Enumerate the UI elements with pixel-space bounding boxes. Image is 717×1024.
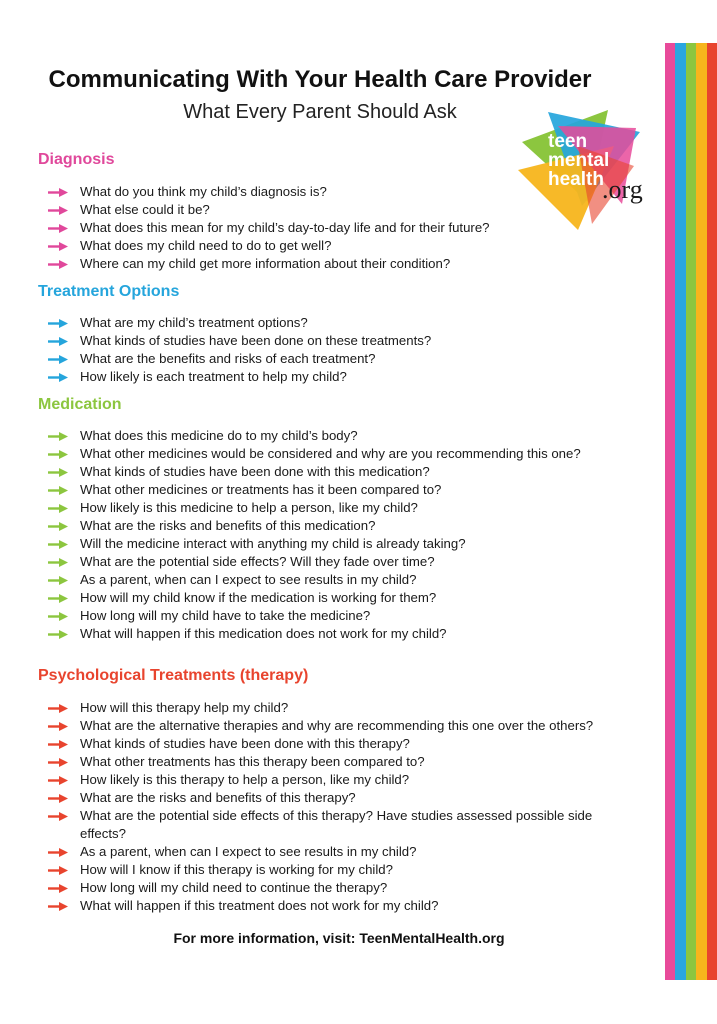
question-text: What does my child need to do to get well? bbox=[80, 238, 332, 253]
section-title-diagnosis: Diagnosis bbox=[38, 151, 115, 168]
question-text: What are the risks and benefits of this medication? bbox=[80, 518, 376, 533]
arrow-right-icon bbox=[48, 902, 68, 911]
question-item bbox=[38, 607, 638, 625]
question-text: What are the potential side effects of this therapy? Have studies assessed possible side effects? bbox=[80, 808, 593, 841]
arrow-right-icon bbox=[48, 355, 68, 364]
question-text: What other treatments has this therapy been compared to? bbox=[80, 754, 425, 769]
arrow-right-icon bbox=[48, 540, 68, 549]
question-text: What else could it be? bbox=[80, 202, 210, 217]
stripe bbox=[686, 43, 696, 980]
question-list-treatment-options bbox=[38, 314, 638, 386]
arrow-right-icon bbox=[48, 722, 68, 731]
arrow-right-icon bbox=[48, 224, 68, 233]
arrow-right-icon bbox=[48, 776, 68, 785]
question-text: How will I know if this therapy is working for my child? bbox=[80, 862, 393, 877]
question-text: What will happen if this treatment does not work for my child? bbox=[80, 898, 439, 913]
arrow-right-icon bbox=[48, 812, 68, 821]
question-item bbox=[38, 481, 638, 499]
arrow-right-icon bbox=[48, 522, 68, 531]
question-item bbox=[38, 897, 638, 915]
arrow-right-icon bbox=[48, 188, 68, 197]
question-item bbox=[38, 183, 638, 201]
arrow-right-icon bbox=[48, 630, 68, 639]
arrow-right-icon bbox=[48, 884, 68, 893]
question-item bbox=[38, 255, 638, 273]
section-title-treatment-options: Treatment Options bbox=[38, 283, 180, 300]
question-text: What other medicines would be considered and why are you recommending this one? bbox=[80, 446, 581, 461]
question-text: What are the alternative therapies and why are recommending this one over the others? bbox=[80, 718, 594, 733]
stripe bbox=[707, 43, 717, 980]
arrow-right-icon bbox=[48, 740, 68, 749]
arrow-right-icon bbox=[48, 242, 68, 251]
question-list-medication bbox=[38, 427, 638, 643]
question-text: As a parent, when can I expect to see results in my child? bbox=[80, 844, 417, 859]
question-item bbox=[38, 861, 638, 879]
question-item bbox=[38, 350, 638, 368]
footer-more-info: For more information, visit: TeenMentalHealth.org bbox=[173, 930, 505, 946]
question-item bbox=[38, 807, 638, 843]
logo-line-health: health bbox=[548, 169, 604, 190]
question-text: What other medicines or treatments has it been compared to? bbox=[80, 482, 442, 497]
question-text: What are the benefits and risks of each treatment? bbox=[80, 351, 376, 366]
arrow-right-icon bbox=[48, 866, 68, 875]
question-text: How likely is this medicine to help a person, like my child? bbox=[80, 500, 418, 515]
section-medication bbox=[38, 395, 638, 643]
arrow-right-icon bbox=[48, 337, 68, 346]
question-item bbox=[38, 589, 638, 607]
arrow-right-icon bbox=[48, 468, 68, 477]
question-list-diagnosis bbox=[38, 183, 638, 273]
question-item bbox=[38, 717, 638, 735]
question-item bbox=[38, 237, 638, 255]
question-text: How long will my child have to take the medicine? bbox=[80, 608, 371, 623]
question-text: What are the risks and benefits of this therapy? bbox=[80, 790, 356, 805]
question-text: What will happen if this medication does not work for my child? bbox=[80, 626, 447, 641]
arrow-right-icon bbox=[48, 504, 68, 513]
arrow-right-icon bbox=[48, 576, 68, 585]
arrow-right-icon bbox=[48, 848, 68, 857]
arrow-right-icon bbox=[48, 758, 68, 767]
question-item bbox=[38, 789, 638, 807]
question-item bbox=[38, 368, 638, 386]
section-diagnosis bbox=[38, 150, 638, 273]
section-psychological-treatments bbox=[38, 666, 638, 915]
arrow-right-icon bbox=[48, 794, 68, 803]
question-item bbox=[38, 427, 638, 445]
question-text: How likely is each treatment to help my child? bbox=[80, 369, 347, 384]
logo-line-mental: mental bbox=[548, 150, 610, 171]
question-item bbox=[38, 571, 638, 589]
stripe bbox=[665, 43, 675, 980]
question-item bbox=[38, 499, 638, 517]
arrow-right-icon bbox=[48, 260, 68, 269]
question-item bbox=[38, 625, 638, 643]
question-item bbox=[38, 445, 638, 463]
question-item bbox=[38, 843, 638, 861]
question-text: How will my child know if the medication is working for them? bbox=[80, 590, 437, 605]
question-item bbox=[38, 735, 638, 753]
question-text: What are my child’s treatment options? bbox=[80, 315, 308, 330]
arrow-right-icon bbox=[48, 558, 68, 567]
question-text: What kinds of studies have been done with this medication? bbox=[80, 464, 430, 479]
arrow-right-icon bbox=[48, 450, 68, 459]
section-title-medication: Medication bbox=[38, 396, 122, 413]
question-item bbox=[38, 771, 638, 789]
question-item bbox=[38, 219, 638, 237]
question-text: What do you think my child’s diagnosis is? bbox=[80, 184, 327, 199]
stripe bbox=[675, 43, 685, 980]
section-title-psychological-treatments: Psychological Treatments (therapy) bbox=[38, 667, 309, 684]
question-text: How likely is this therapy to help a person, like my child? bbox=[80, 772, 410, 787]
arrow-right-icon bbox=[48, 206, 68, 215]
section-treatment-options bbox=[38, 282, 638, 386]
question-item bbox=[38, 314, 638, 332]
arrow-right-icon bbox=[48, 432, 68, 441]
question-item bbox=[38, 553, 638, 571]
question-text: What does this mean for my child’s day-to-day life and for their future? bbox=[80, 220, 490, 235]
question-text: How long will my child need to continue the therapy? bbox=[80, 880, 388, 895]
question-text: Will the medicine interact with anything my child is already taking? bbox=[80, 536, 466, 551]
question-item bbox=[38, 753, 638, 771]
arrow-right-icon bbox=[48, 704, 68, 713]
arrow-right-icon bbox=[48, 486, 68, 495]
rainbow-stripes bbox=[665, 43, 717, 980]
question-item bbox=[38, 879, 638, 897]
question-text: What are the potential side effects? Will they fade over time? bbox=[80, 554, 435, 569]
question-text: What kinds of studies have been done on these treatments? bbox=[80, 333, 432, 348]
logo-org-suffix: .org bbox=[602, 175, 643, 204]
question-text: How will this therapy help my child? bbox=[80, 700, 289, 715]
logo-line-teen: teen bbox=[548, 131, 588, 152]
question-text: Where can my child get more information about their condition? bbox=[80, 256, 451, 271]
question-text: As a parent, when can I expect to see results in my child? bbox=[80, 572, 417, 587]
page-title: Communicating With Your Health Care Provider bbox=[48, 66, 592, 93]
arrow-right-icon bbox=[48, 319, 68, 328]
question-item bbox=[38, 332, 638, 350]
page-subtitle: What Every Parent Should Ask bbox=[183, 101, 457, 123]
stripe bbox=[696, 43, 706, 980]
question-item bbox=[38, 517, 638, 535]
question-item bbox=[38, 463, 638, 481]
question-item bbox=[38, 535, 638, 553]
question-text: What kinds of studies have been done with this therapy? bbox=[80, 736, 410, 751]
arrow-right-icon bbox=[48, 594, 68, 603]
question-list-psychological-treatments bbox=[38, 699, 638, 915]
question-item bbox=[38, 699, 638, 717]
arrow-right-icon bbox=[48, 373, 68, 382]
arrow-right-icon bbox=[48, 612, 68, 621]
question-text: What does this medicine do to my child’s body? bbox=[80, 428, 358, 443]
question-item bbox=[38, 201, 638, 219]
